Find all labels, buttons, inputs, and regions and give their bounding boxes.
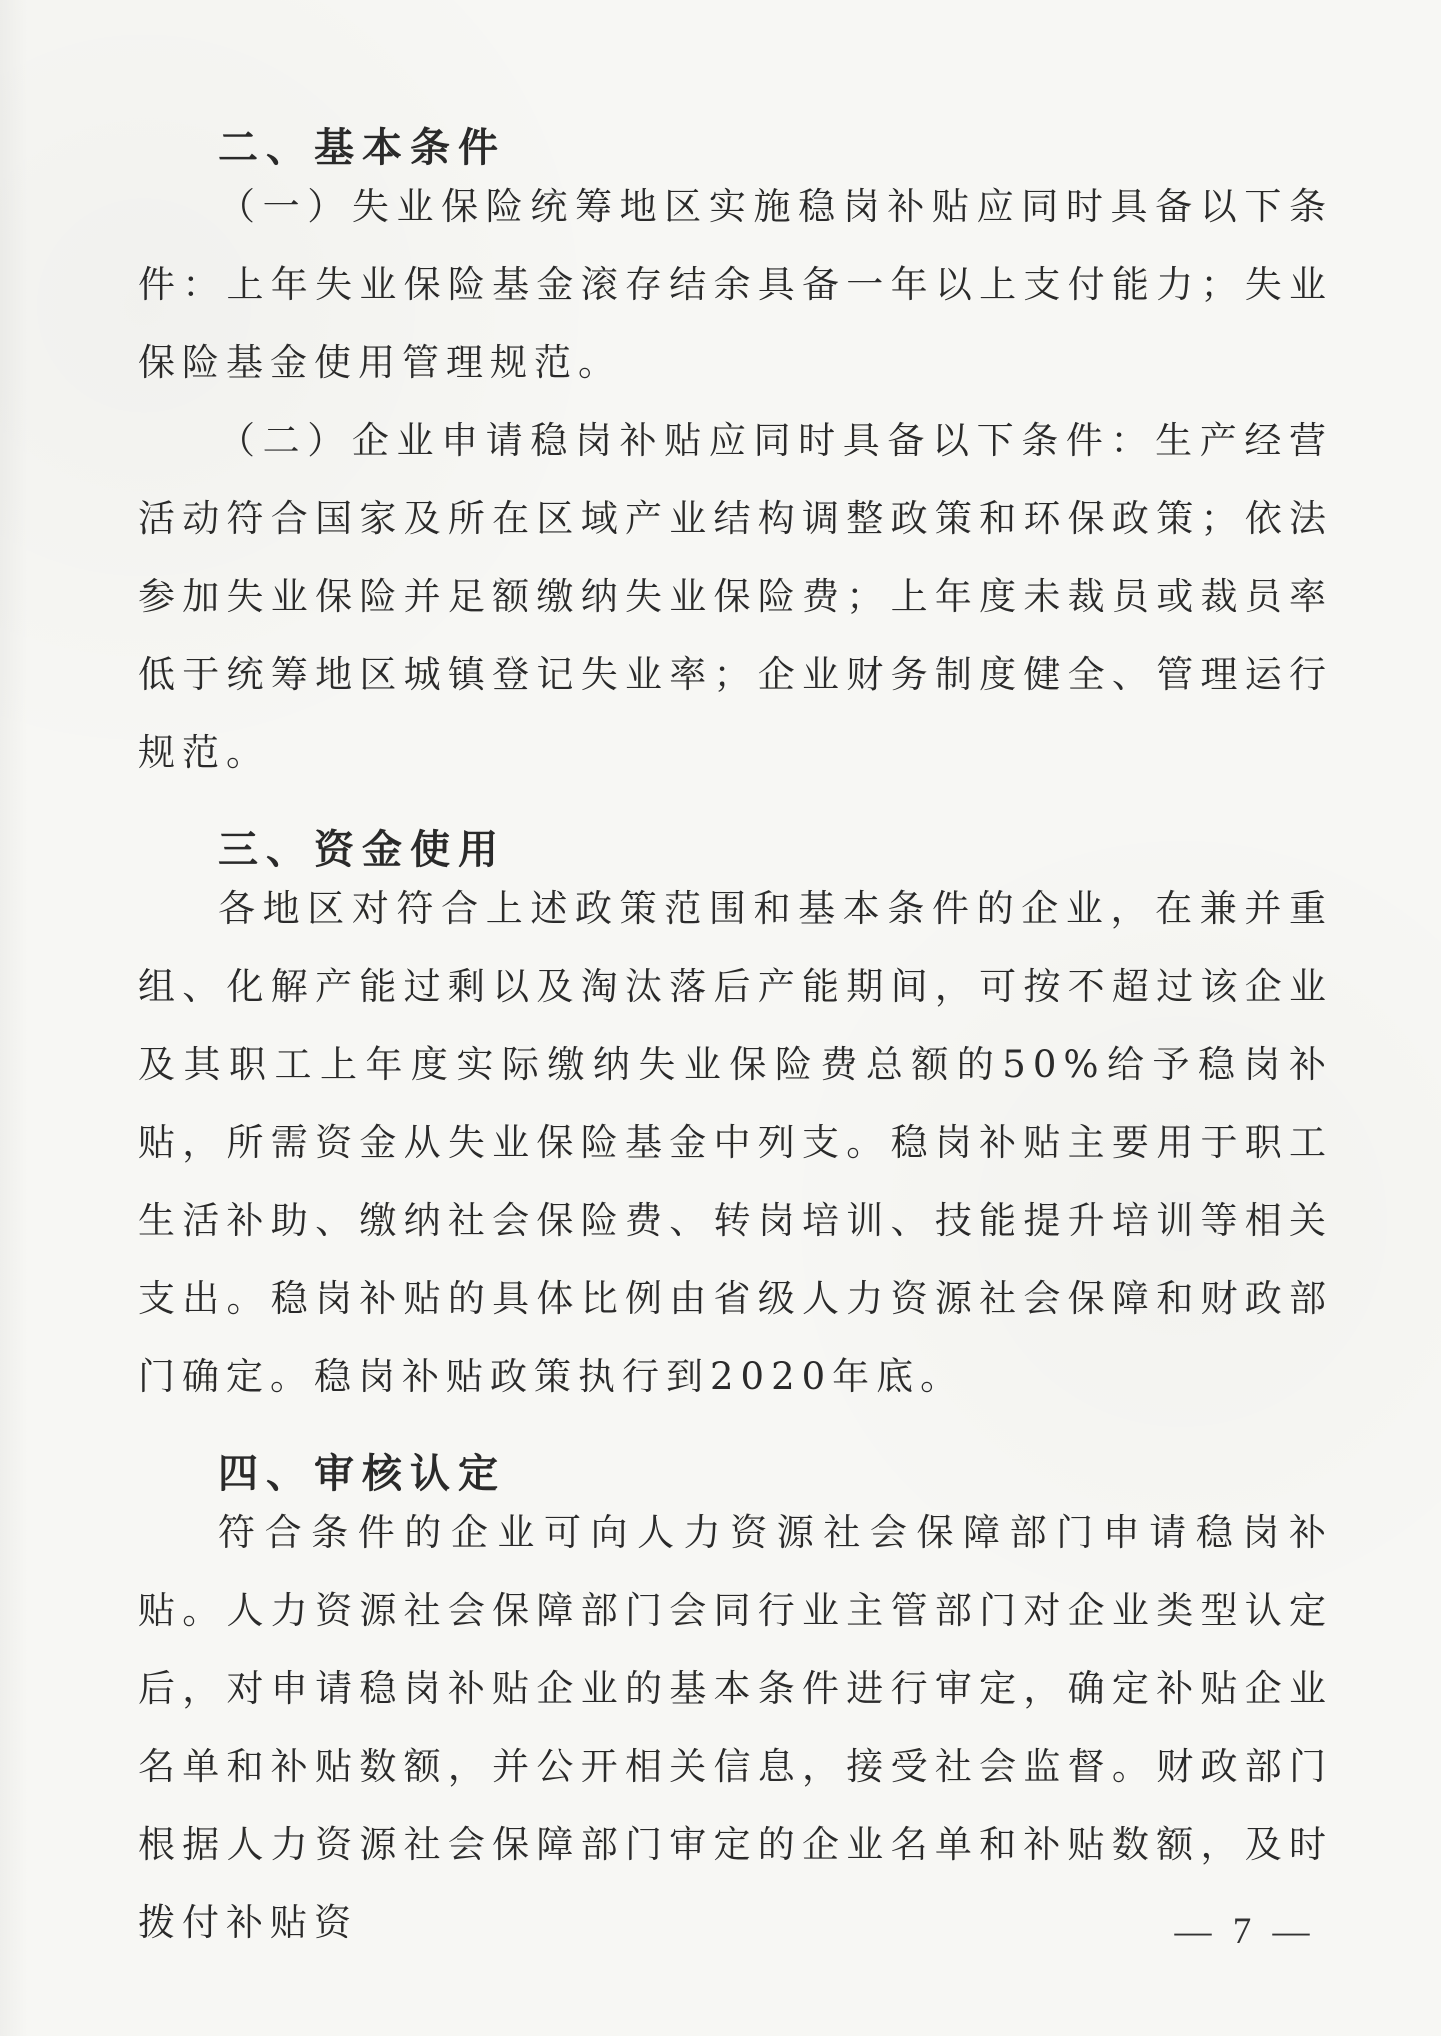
section-heading-review-approval: 四、审核认定	[218, 1451, 506, 1497]
section-heading-fund-use: 三、资金使用	[218, 827, 506, 873]
paragraph-fund-use: 各地区对符合上述政策范围和基本条件的企业，在兼并重组、化解产能过剩以及淘汰落后产能期间，可按不超过该企业及其职工上年度实际缴纳失业保险费总额的50%给予稳岗补贴，所需资金从失业保险基金中列支。稳岗补贴主要用于职工生活补助、缴纳社会保险费、转岗培训、技能提升培训等相关支出。稳岗补贴的具体比例由省级人力资源社会保障和财政部门确定。稳岗补贴政策执行到2020年底。	[138, 887, 1333, 1398]
scan-edge-shadow	[0, 0, 28, 2036]
paragraph-enterprise-application-conditions: （二）企业申请稳岗补贴应同时具备以下条件：生产经营活动符合国家及所在区域产业结构调整政策和环保政策；依法参加失业保险并足额缴纳失业保险费；上年度未裁员或裁员率低于统筹地区城镇登记失业率；企业财务制度健全、管理运行规范。	[138, 419, 1333, 774]
page-number: — 7 —	[1174, 1911, 1316, 1952]
paragraph-unemployment-insurance-conditions: （一）失业保险统筹地区实施稳岗补贴应同时具备以下条件：上年失业保险基金滚存结余具备一年以上支付能力；失业保险基金使用管理规范。	[138, 185, 1333, 384]
paragraph-review-approval: 符合条件的企业可向人力资源社会保障部门申请稳岗补贴。人力资源社会保障部门会同行业主管部门对企业类型认定后，对申请稳岗补贴企业的基本条件进行审定，确定补贴企业名单和补贴数额，并公开相关信息，接受社会监督。财政部门根据人力资源社会保障部门审定的企业名单和补贴数额，及时拨付补贴资	[138, 1511, 1333, 1944]
document-body	[138, 90, 1333, 1962]
section-heading-basic-conditions: 二、基本条件	[218, 125, 506, 171]
